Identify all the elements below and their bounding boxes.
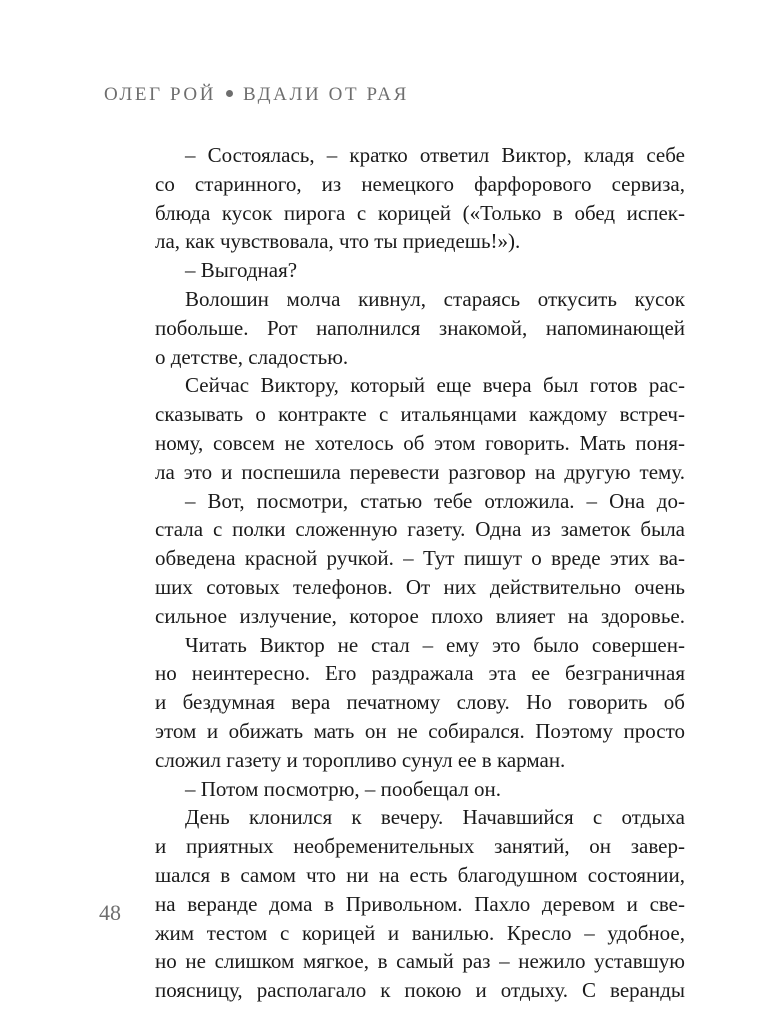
- text-line: на веранде дома в Привольном. Пахло деревом и све-: [155, 891, 685, 916]
- text-line: ших сотовых телефонов. От них действительно очень: [155, 574, 685, 599]
- text-line: блюда кусок пирога с корицей («Только в обед испек-: [155, 200, 685, 225]
- text-line: Сейчас Виктору, который еще вчера был готов рас-: [185, 373, 685, 398]
- text-line: День клонился к вечеру. Начавшийся с отдыха: [185, 805, 685, 830]
- text-line: этом и обижать мать он не собирался. Поэтому просто: [155, 718, 685, 743]
- body-text: [155, 141, 685, 1005]
- text-line: сложил газету и торопливо сунул ее в карман.: [155, 747, 566, 772]
- text-line: и приятных необременительных занятий, он завер-: [155, 834, 685, 859]
- text-line: – Выгодная?: [185, 258, 298, 283]
- text-line: о детстве, сладостью.: [155, 344, 349, 369]
- text-line: ла, как чувствовала, что ты приедешь!»).: [155, 229, 521, 254]
- text-line: стала с полки сложенную газету. Одна из заметок была: [155, 517, 685, 542]
- page-number: 48: [99, 900, 121, 925]
- separator-dot-icon: [226, 90, 233, 97]
- running-head-author: ОЛЕГ РОЙ: [104, 84, 217, 105]
- text-line: сказывать о контракте с итальянцами каждому встреч-: [155, 402, 685, 427]
- text-line: ла это и поспешила перевести разговор на другую тему.: [155, 459, 685, 484]
- running-head: [104, 84, 409, 106]
- text-line: жим тестом с корицей и ванилью. Кресло – удобное,: [155, 920, 685, 945]
- text-line: со старинного, из немецкого фарфорового сервиза,: [155, 171, 685, 196]
- text-line: но не слишком мягкое, в самый раз – нежило уставшую: [155, 949, 685, 974]
- text-line: и бездумная вера печатному слову. Но говорить об: [155, 690, 685, 715]
- text-line: Волошин молча кивнул, стараясь откусить кусок: [185, 286, 685, 311]
- text-line: поясницу, располагало к покою и отдыху. С веранды: [155, 978, 685, 1003]
- text-line: ному, совсем не хотелось об этом говорить. Мать поня-: [155, 430, 685, 455]
- text-line: шался в самом что ни на есть благодушном состоянии,: [155, 862, 685, 887]
- text-line: – Вот, посмотри, статью тебе отложила. – Она до-: [185, 488, 685, 513]
- text-line: Читать Виктор не стал – ему это было совершен-: [185, 632, 685, 657]
- text-line: обведена красной ручкой. – Тут пишут о вреде этих ва-: [155, 546, 685, 571]
- text-line: но неинтересно. Его раздражала эта ее безграничная: [155, 661, 685, 686]
- running-head-title: ВДАЛИ ОТ РАЯ: [243, 84, 409, 105]
- text-line: сильное излучение, которое плохо влияет на здоровье.: [155, 603, 685, 628]
- text-line: – Потом посмотрю, – пообещал он.: [185, 776, 502, 801]
- text-line: – Состоялась, – кратко ответил Виктор, кладя себе: [185, 143, 685, 167]
- text-line: побольше. Рот наполнился знакомой, напоминающей: [155, 315, 685, 340]
